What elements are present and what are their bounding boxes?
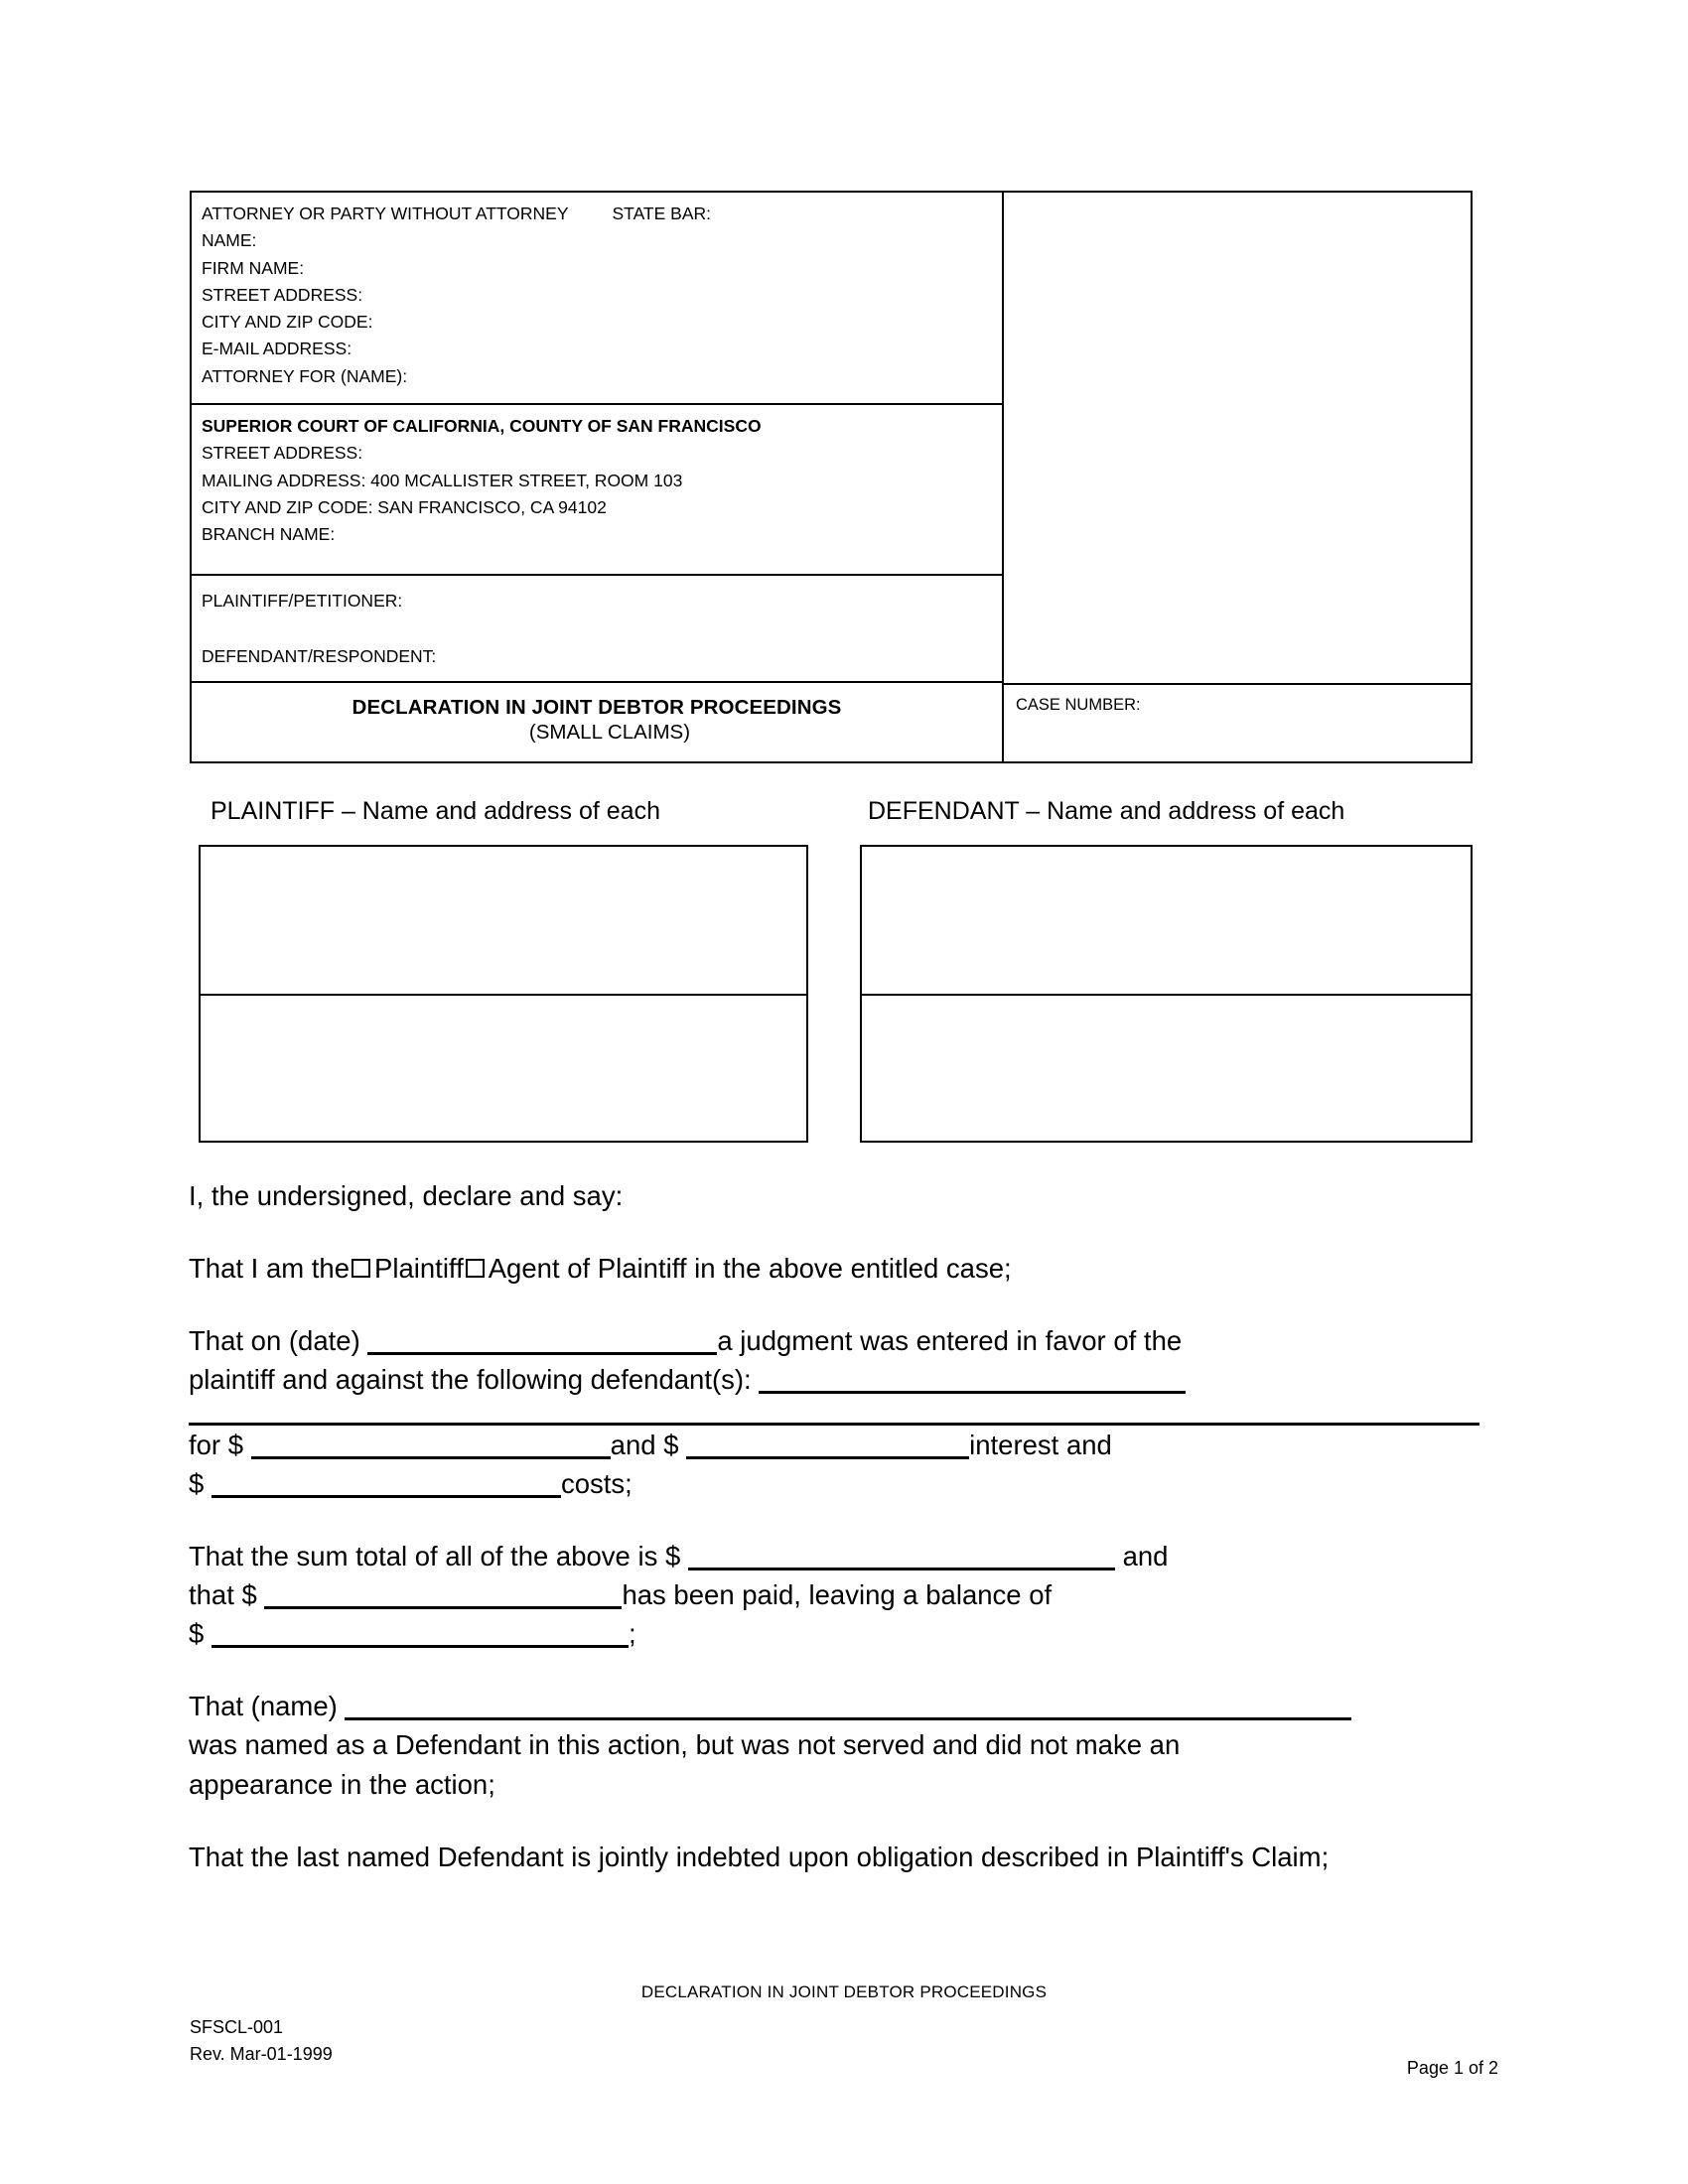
judgment-date-label: That on (date) — [189, 1325, 360, 1357]
amounts-line-1 — [189, 1430, 1112, 1460]
checkbox-agent-of-plaintiff[interactable] — [466, 1259, 485, 1278]
unserved-name-blank[interactable] — [345, 1696, 1351, 1720]
joint-indebtedness-paragraph — [189, 1838, 1479, 1876]
form-title-block — [192, 683, 1002, 759]
amount-paid-tail: has been paid, leaving a balance of — [622, 1579, 1053, 1611]
attorney-heading-label: ATTORNEY OR PARTY WITHOUT ATTORNEY — [202, 204, 569, 223]
attorney-field-street-address: STREET ADDRESS: — [202, 284, 363, 305]
clerk-stamp-area — [1004, 193, 1471, 685]
balance-terminator: ; — [628, 1618, 636, 1650]
joint-line-2: Claim; — [1251, 1841, 1330, 1872]
footer-form-meta — [190, 2014, 333, 2068]
joint-line-1: That the last named Defendant is jointly indebted upon obligation described in Plaintiff's — [189, 1841, 1244, 1872]
unserved-line-3: appearance in the action; — [189, 1768, 495, 1800]
plaintiff-names-box[interactable] — [199, 845, 808, 1143]
plaintiff-entry-1[interactable] — [201, 847, 806, 996]
amount-interest-blank[interactable] — [686, 1434, 969, 1459]
case-number-block[interactable] — [1004, 685, 1471, 761]
defendant-entry-1[interactable] — [862, 847, 1471, 996]
attorney-field-email: E-MAIL ADDRESS: — [202, 339, 352, 359]
court-info-block — [192, 405, 1002, 576]
amounts-line-2 — [189, 1468, 633, 1499]
court-city-zip: CITY AND ZIP CODE: SAN FRANCISCO, CA 94102 — [202, 496, 607, 517]
attorney-heading-row — [202, 201, 992, 227]
court-name: SUPERIOR COURT OF CALIFORNIA, COUNTY OF SAN FRANCISCO — [202, 416, 762, 436]
capacity-line — [189, 1253, 1012, 1284]
sum-total-blank[interactable] — [688, 1546, 1115, 1570]
amount-paid-label: that $ — [189, 1579, 257, 1611]
defendant-entry-2[interactable] — [862, 996, 1471, 1141]
intro-paragraph — [189, 1176, 1479, 1215]
attorney-field-name: NAME: — [202, 230, 257, 251]
amount-costs-blank[interactable] — [211, 1473, 561, 1498]
footer-revision-date: Rev. Mar-01-1999 — [190, 2044, 333, 2064]
judgment-line-1 — [189, 1325, 1182, 1356]
amount-paid-blank[interactable] — [264, 1584, 622, 1609]
attorney-field-city-zip: CITY AND ZIP CODE: — [202, 312, 373, 333]
attorney-field-attorney-for: ATTORNEY FOR (NAME): — [202, 365, 408, 386]
sum-total-line-3 — [189, 1618, 636, 1649]
plaintiff-petitioner-label: PLAINTIFF/PETITIONER: — [202, 591, 403, 611]
capacity-paragraph — [189, 1249, 1479, 1288]
judgment-defendants-blank-continued[interactable] — [189, 1401, 1479, 1426]
amount-principal-blank[interactable] — [251, 1434, 611, 1459]
defendant-box-header: DEFENDANT – Name and address of each — [868, 797, 1345, 825]
amount-costs-label: costs; — [560, 1468, 633, 1500]
unserved-name-label: That (name) — [189, 1691, 338, 1722]
form-title-line-2: (SMALL CLAIMS) — [528, 721, 691, 745]
footer-form-number: SFSCL-001 — [190, 2017, 284, 2037]
declaration-body — [189, 1176, 1479, 1876]
court-branch-name: BRANCH NAME: — [202, 524, 336, 545]
sum-total-line-1 — [189, 1541, 1168, 1571]
capacity-option-agent: Agent of Plaintiff — [488, 1253, 687, 1285]
defendant-respondent-label: DEFENDANT/RESPONDENT: — [202, 646, 437, 667]
balance-blank[interactable] — [211, 1623, 629, 1648]
judgment-defendants-blank[interactable] — [759, 1369, 1186, 1394]
parties-block[interactable] — [192, 576, 1002, 683]
balance-dollar: $ — [189, 1618, 205, 1650]
judgment-paragraph — [189, 1321, 1479, 1503]
court-mailing-address: MAILING ADDRESS: 400 MCALLISTER STREET, ROOM 103 — [202, 470, 683, 490]
sum-total-and: and — [1122, 1541, 1169, 1572]
judgment-line-2 — [189, 1364, 1186, 1395]
case-number-label: CASE NUMBER: — [1016, 696, 1141, 714]
form-title-line-1: DECLARATION IN JOINT DEBTOR PROCEEDINGS — [352, 695, 842, 719]
checkbox-plaintiff[interactable] — [352, 1259, 370, 1278]
sum-total-paragraph — [189, 1537, 1479, 1653]
caption-right-column — [1004, 193, 1471, 761]
judgment-defendants-label: plaintiff and against the following defendant(s): — [189, 1364, 752, 1396]
attorney-info-block[interactable] — [192, 193, 1002, 405]
sum-total-line-2 — [189, 1579, 1052, 1610]
judgment-line-1-tail: a judgment was entered in favor of the — [717, 1325, 1183, 1357]
intro-text: I, the undersigned, declare and say: — [189, 1180, 624, 1211]
amount-for-label: for $ — [189, 1430, 244, 1461]
footer-page-number: Page 1 of 2 — [1406, 2058, 1498, 2078]
defendant-names-box[interactable] — [860, 845, 1473, 1143]
judgment-date-blank[interactable] — [367, 1330, 717, 1355]
caption-table — [190, 191, 1473, 763]
capacity-prefix: That I am the — [189, 1253, 351, 1285]
plaintiff-entry-2[interactable] — [201, 996, 806, 1141]
plaintiff-box-header: PLAINTIFF – Name and address of each — [211, 797, 660, 825]
amount-interest-label: interest and — [969, 1430, 1112, 1461]
amount-and-label: and $ — [610, 1430, 679, 1461]
court-street-address: STREET ADDRESS: — [202, 443, 363, 464]
state-bar-label: STATE BAR: — [612, 204, 712, 223]
unserved-line-2: was named as a Defendant in this action, but was not served and did not make an — [189, 1729, 1181, 1761]
sum-total-label: That the sum total of all of the above is $ — [189, 1541, 681, 1572]
capacity-option-plaintiff: Plaintiff — [374, 1253, 464, 1285]
attorney-field-firm-name: FIRM NAME: — [202, 257, 305, 278]
caption-left-column — [192, 193, 1004, 761]
party-box-headers — [0, 799, 1688, 835]
unserved-defendant-paragraph — [189, 1687, 1479, 1803]
footer-form-title: DECLARATION IN JOINT DEBTOR PROCEEDINGS — [640, 1982, 1048, 2001]
unserved-name-line — [189, 1691, 1351, 1721]
capacity-suffix: in the above entitled case; — [694, 1253, 1012, 1285]
amount-costs-dollar: $ — [189, 1468, 205, 1500]
